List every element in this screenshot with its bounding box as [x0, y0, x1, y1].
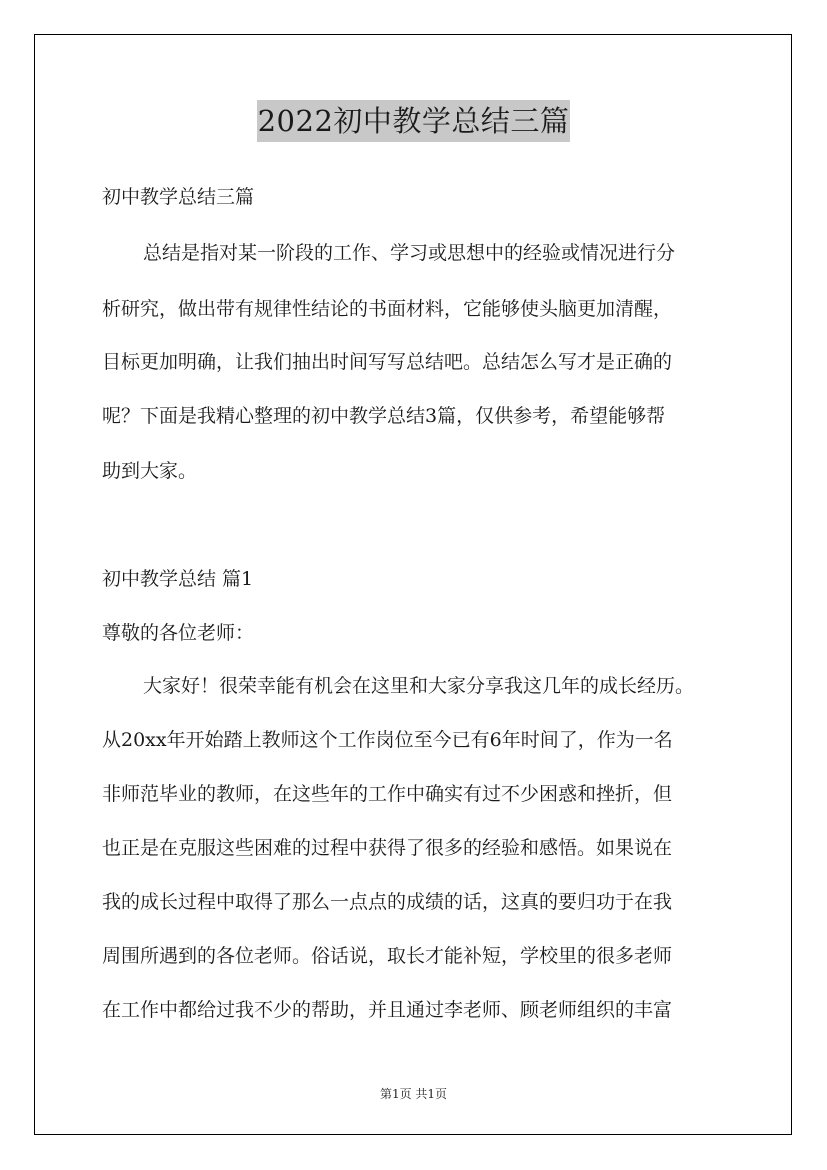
- salutation: 尊敬的各位老师：: [102, 622, 255, 644]
- page-number-label: 第1页 共1页: [379, 1087, 448, 1101]
- intro-line-2: 析研究，做出带有规律性结论的书面材料，它能够使头脑更加清醒，: [102, 298, 673, 320]
- intro-line-4: 呢？下面是我精心整理的初中教学总结3篇，仅供参考，希望能够帮: [102, 405, 666, 427]
- document-title: 2022初中教学总结三篇: [257, 100, 571, 142]
- body-line-5: 我的成长过程中取得了那么一点点的成绩的话，这真的要归功于在我: [102, 891, 673, 913]
- body-line-7: 在工作中都给过我不少的帮助，并且通过李老师、顾老师组织的丰富: [102, 999, 673, 1021]
- section-heading: 初中教学总结 篇1: [102, 568, 254, 590]
- body-line-3: 非师范毕业的教师，在这些年的工作中确实有过不少困惑和挫折，但: [102, 783, 673, 805]
- page-footer: [0, 1085, 827, 1102]
- intro-line-3: 目标更加明确，让我们抽出时间写写总结吧。总结怎么写才是正确的: [102, 351, 673, 373]
- intro-line-1: 总结是指对某一阶段的工作、学习或思想中的经验或情况进行分: [143, 242, 676, 264]
- body-line-1: 大家好！很荣幸能有机会在这里和大家分享我这几年的成长经历。: [143, 675, 695, 697]
- title-container: [0, 100, 827, 142]
- body-line-4: 也正是在克服这些困难的过程中获得了很多的经验和感悟。如果说在: [102, 837, 673, 859]
- intro-line-5: 助到大家。: [102, 460, 198, 482]
- document-subtitle: 初中教学总结三篇: [102, 186, 255, 208]
- body-line-2: 从20xx年开始踏上教师这个工作岗位至今已有6年时间了，作为一名: [102, 729, 673, 751]
- body-line-6: 周围所遇到的各位老师。俗话说，取长才能补短，学校里的很多老师: [102, 945, 673, 967]
